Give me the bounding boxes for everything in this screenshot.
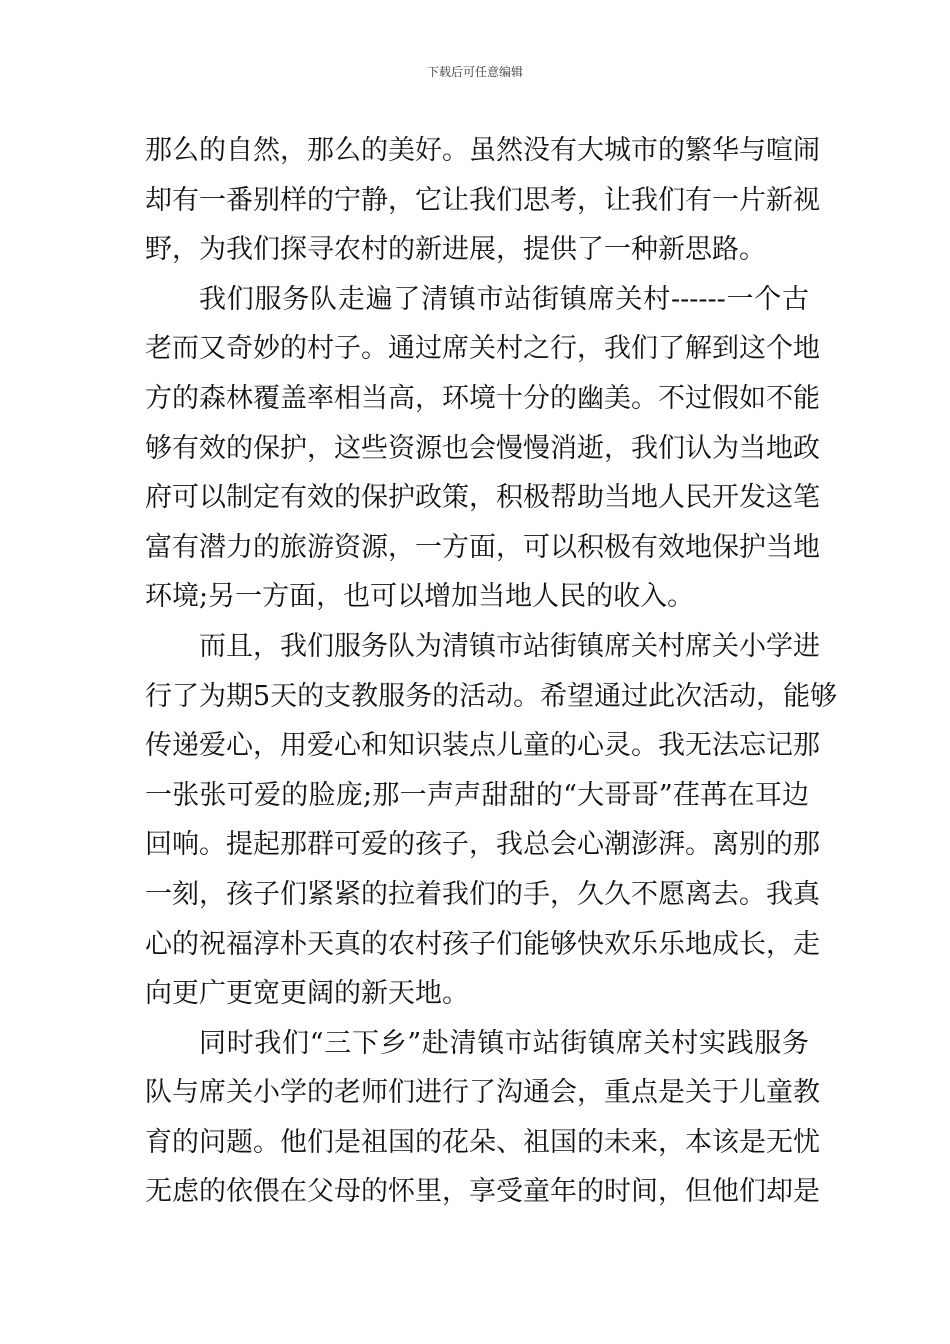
text-line: 向更广更宽更阔的新天地。: [145, 978, 469, 1010]
text-line: 那么的自然，那么的美好。虽然没有大城市的繁华与喧闹: [145, 135, 820, 166]
text-line: 队与席关小学的老师们进行了沟通会，重点是关于儿童教: [145, 1077, 820, 1109]
page-header-note: 下载后可任意编辑: [426, 65, 523, 79]
text-line: 够有效的保护，这些资源也会慢慢消逝，我们认为当地政: [145, 432, 820, 464]
text-line: 方的森林覆盖率相当高，环境十分的幽美。不过假如不能: [145, 382, 820, 414]
text-line: 育的问题。他们是祖国的花朵、祖国的未来，本该是无忧: [145, 1126, 820, 1158]
text-line: 传递爱心，用爱心和知识装点儿童的心灵。我无法忘记那: [145, 730, 820, 762]
text-line: 无虑的依偎在父母的怀里，享受童年的时间，但他们却是: [145, 1176, 820, 1208]
document-body: [145, 126, 838, 1217]
text-line: 一张张可爱的脸庞;那一声声甜甜的“大哥哥”荏苒在耳边: [145, 779, 809, 811]
text-line: 老而又奇妙的村子。通过席关村之行，我们了解到这个地: [145, 333, 820, 365]
text-line: 府可以制定有效的保护政策，积极帮助当地人民开发这笔: [145, 482, 820, 514]
text-line: 富有潜力的旅游资源，一方面，可以积极有效地保护当地: [145, 531, 820, 563]
text-line: 回响。提起那群可爱的孩子，我总会心潮澎湃。离别的那: [145, 829, 820, 861]
text-line: 一刻，孩子们紧紧的拉着我们的手，久久不愿离去。我真: [145, 878, 820, 910]
text-line: 却有一番别样的宁静，它让我们思考，让我们有一片新视: [145, 184, 820, 216]
text-line: 野，为我们探寻农村的新进展，提供了一种新思路。: [145, 234, 766, 266]
text-line: 心的祝福淳朴天真的农村孩子们能够快欢乐乐地成长，走: [145, 928, 820, 960]
paragraph-first-line: 而且，我们服务队为清镇市站街镇席关村席关小学进: [199, 630, 820, 662]
text-line: 环境;另一方面，也可以增加当地人民的收入。: [145, 581, 695, 613]
paragraph-first-line: 同时我们“三下乡”赴清镇市站街镇席关村实践服务: [199, 1027, 809, 1059]
paragraph-first-line: 我们服务队走遍了清镇市站街镇席关村------一个古: [199, 283, 809, 315]
text-line: 行了为期5天的支教服务的活动。希望通过此次活动，能够: [145, 680, 838, 712]
